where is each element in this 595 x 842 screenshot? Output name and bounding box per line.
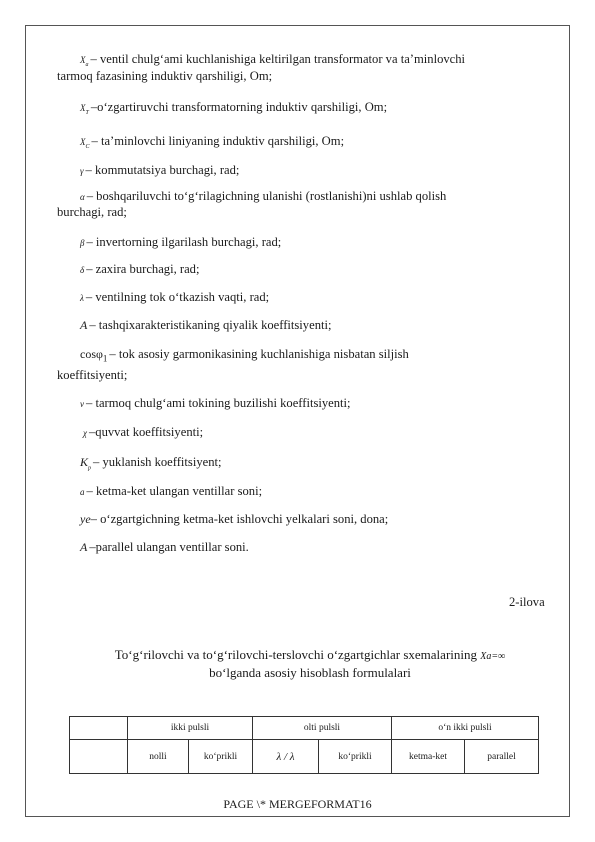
symbol: ye [80,512,91,526]
table-subheader-row [70,740,539,774]
table-cell: parallel [465,740,539,774]
symbol: a [80,487,85,497]
def-cosphi: cosφ$_1$ – tok asosiy garmonikasining kuchlanishiga nisbatan siljish [80,347,409,366]
symbol: β [80,238,85,248]
title-formula: Xa=∞ [480,651,506,662]
def-chi: χ –quvvat koeffitsiyenti; [83,425,204,439]
def-xa-cont: tarmoq fazasining induktiv qarshiligi, Om; [57,69,273,83]
table-cell: ketma-ket [392,740,465,774]
def-xt: $X_T$ –o‘zgartiruvchi transformatorning induktiv qarshiligi, Om; [80,100,387,121]
symbol: $X_a$ [80,55,89,68]
def-a-series: a – ketma-ket ulangan ventillar soni; [80,484,263,498]
symbol: $X_C$ [80,137,90,150]
table-cell: nolli [128,740,189,774]
symbol: A [80,540,88,554]
symbol: γ [80,166,84,176]
table-cell: ikki pulsli [128,717,253,740]
table-cell: ko‘prikli [319,740,392,774]
def-a-slope: A – tashqixarakteristikaning qiyalik koeffitsiyenti; [80,318,332,332]
def-nu: ν – tarmoq chulg‘ami tokining buzilishi koeffitsiyenti; [80,396,351,410]
page-footer: PAGE \* MERGEFORMAT16 [223,797,372,811]
section-title: To‘g‘rilovchi va to‘g‘rilovchi-terslovchi o‘zgartgichlar sxemalarining Xa=∞ [114,647,506,662]
symbol: $K_p$ [80,455,92,472]
def-alpha-cont: burchagi, rad; [57,205,127,219]
def-gamma: γ – kommutatsiya burchagi, rad; [80,163,240,177]
symbol: cosφ$_1$ [80,347,108,364]
def-lambda: λ – ventilning tok o‘tkazish vaqti, rad; [80,290,270,304]
def-xa: $X_a$ – ventil chulg‘ami kuchlanishiga keltirilgan transformator va ta’minlovchi [80,52,465,73]
formula-table [69,716,539,774]
section-subtitle: bo‘lganda asosiy hisoblash formulalari [209,665,411,680]
symbol: λ [80,293,84,303]
def-alpha: α – boshqariluvchi to‘g‘rilagichning ulanishi (rostlanishi)ni ushlab qolish [80,189,447,203]
def-xc: $X_C$ – ta’minlovchi liniyaning induktiv qarshiligi, Om; [80,134,344,155]
def-cosphi-cont: koeffitsiyenti; [57,368,128,382]
table-cell: olti pulsli [253,717,392,740]
def-kp: $K_p$ – yuklanish koeffitsiyent; [80,455,222,476]
symbol: $X_T$ [80,103,89,116]
symbol: δ [80,265,85,275]
symbol: ν [80,399,84,409]
table-cell: ko‘prikli [189,740,253,774]
def-a-parallel: A –parallel ulangan ventillar soni. [80,540,249,554]
table-cell [70,740,128,774]
symbol: χ [83,428,87,438]
def-beta: β – invertorning ilgarilash burchagi, rad; [80,235,282,249]
table-cell: λ / λ [253,740,319,774]
symbol: α [80,192,85,202]
table-cell: o‘n ikki pulsli [392,717,539,740]
def-ye: ye– o‘zgartgichning ketma-ket ishlovchi yelkalari soni, dona; [80,512,389,526]
symbol: A [80,318,88,332]
appendix-label: 2-ilova [509,595,545,609]
table-cell [70,717,128,740]
table-header-row [70,717,539,740]
def-delta: δ – zaxira burchagi, rad; [80,262,200,276]
